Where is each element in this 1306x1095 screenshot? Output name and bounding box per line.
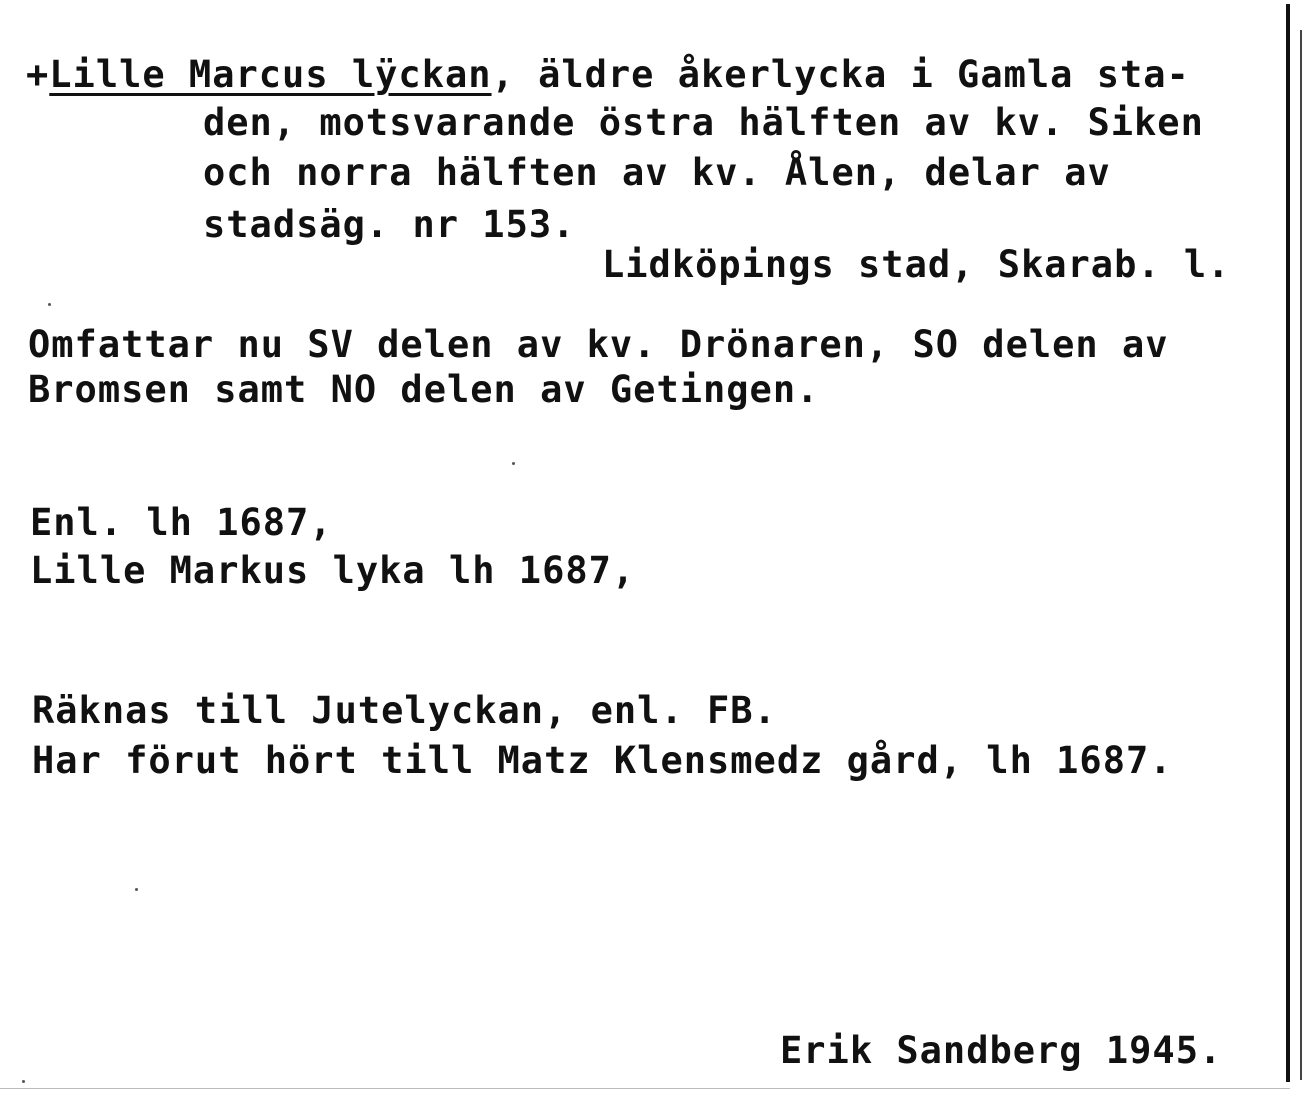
extent-line-1: Omfattar nu SV delen av kv. Drönaren, SO delen av <box>28 323 1169 366</box>
description-line-3: stadsäg. nr 153. <box>203 203 576 246</box>
note-line-1: Räknas till Jutelyckan, enl. FB. <box>32 689 777 732</box>
heading-line <box>26 50 1190 100</box>
card-bottom-edge <box>0 1088 1290 1089</box>
extent-line-2: Bromsen samt NO delen av Getingen. <box>28 368 820 411</box>
description-line-1: den, motsvarande östra hälften av kv. Siken <box>203 101 1204 144</box>
source-line-1: Enl. lh 1687, <box>30 501 333 544</box>
paper-speck <box>22 1080 25 1083</box>
card-right-border <box>1286 4 1290 1082</box>
heading-marker: + <box>26 53 50 96</box>
headword: Lille Marcus lÿckan <box>49 53 492 96</box>
heading-rest: , äldre åkerlycka i Gamla sta- <box>491 53 1190 96</box>
signature: Erik Sandberg 1945. <box>780 1029 1223 1072</box>
note-line-2: Har förut hört till Matz Klensmedz gård, lh 1687. <box>32 739 1173 782</box>
paper-speck <box>135 888 138 891</box>
source-line-2: Lille Markus lyka lh 1687, <box>30 549 636 592</box>
description-line-2: och norra hälften av kv. Ålen, delar av <box>203 151 1111 194</box>
paper-speck <box>512 462 515 465</box>
paper-speck <box>48 303 51 306</box>
card-edge-shadow <box>1300 30 1302 1080</box>
location-line: Lidköpings stad, Skarab. l. <box>602 243 1231 286</box>
